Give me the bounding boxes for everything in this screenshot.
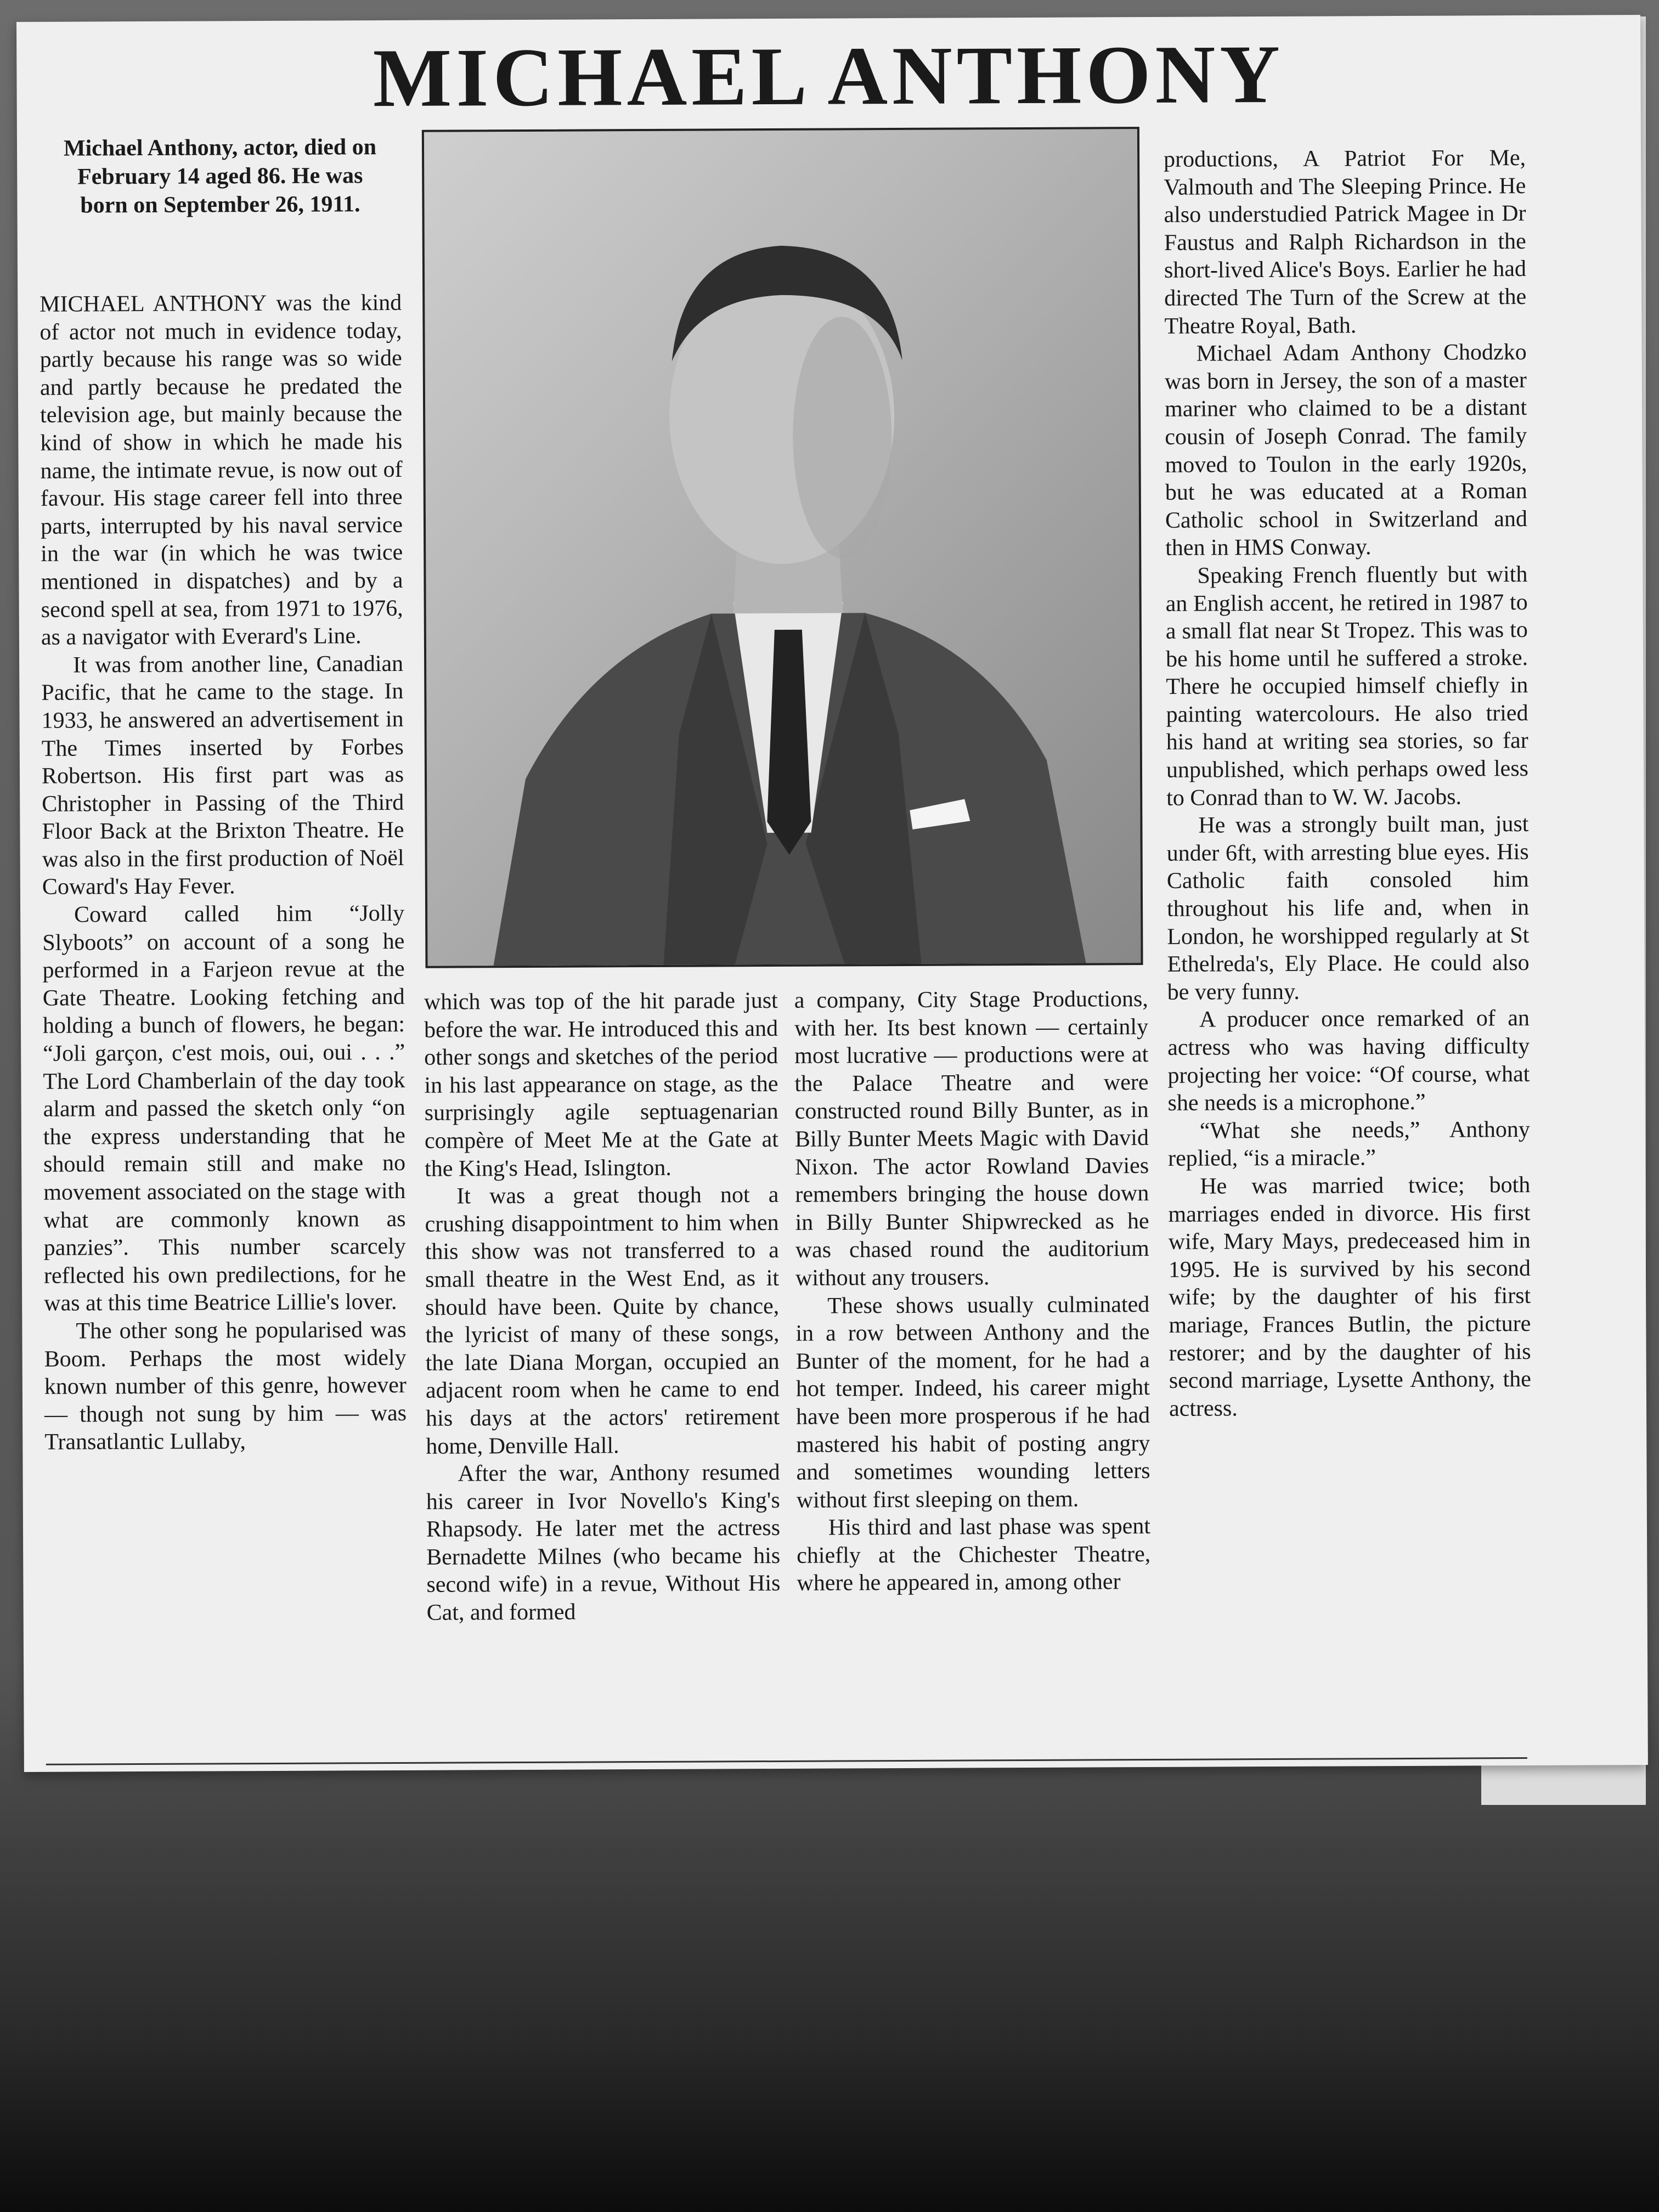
paragraph: After the war, Anthony resumed his career in Ivor Novello's King's Rhapsody. He later met the actress Bernadette Milnes (who became his second wife) in a revue, Without His Cat, and formed <box>426 1460 781 1626</box>
column-4 <box>1164 144 1531 1423</box>
paragraph: His third and last phase was spent chiefly at the Chichester Theatre, where he appeared in, among other <box>797 1514 1151 1596</box>
paragraph: “What she needs,” Anthony replied, “is a miracle.” <box>1167 1116 1530 1172</box>
paragraph: It was a great though not a crushing disappointment to him when this show was not transferred to a small theatre in the West End, as it should have been. Quite by chance, the lyricist of many of these songs, the late Diana Morgan, occupied an adjacent room when he came to end his days at the actors' retirement home, Denville Hall. <box>425 1182 780 1459</box>
portrait-photo <box>422 127 1143 968</box>
paragraph: He was married twice; both marriages ended in divorce. His first wife, Mary Mays, predeceased him in 1995. He is survived by his second wife; by the daughter of his first mariage, Frances Butlin, the picture restorer; and by the daughter of his second marriage, Lysette Anthony, the actress. <box>1168 1172 1531 1421</box>
paragraph: Speaking French fluently but with an English accent, he retired in 1987 to a small flat near St Tropez. This was to be his home until he suffered a stroke. There he occupied himself chiefly in painting watercolours. He also tried his hand at writing sea stories, so far unpublished, which perhaps owed less to Conrad than to W. W. Jacobs. <box>1165 561 1529 811</box>
paragraph: He was a strongly built man, just under 6ft, with arresting blue eyes. His Catholic faith consoled him throughout his life and, when in London, he worshipped regularly at St Ethelreda's, Ely Place. He could also be very funny. <box>1166 811 1530 1005</box>
paragraph: A producer once remarked of an actress who was having difficulty projecting her voice: “Of course, what she needs is a microphone.” <box>1167 1006 1530 1116</box>
obituary-intro: Michael Anthony, actor, died on February 14 aged 86. He was born on September 26, 1911. <box>63 134 377 218</box>
paragraph: MICHAEL ANTHONY was the kind of actor not much in evidence today, partly because his range was so wide and partly because he predated the television age, but mainly because the kind of show in which he made his name, the intimate revue, is now out of favour. His stage career fell into three parts, interrupted by his naval service in the war (in which he was twice mentioned in dispatches) and by a second spell at sea, from 1971 to 1976, as a navigator with Everard's Line. <box>40 290 403 650</box>
paragraph: a company, City Stage Productions, with her. Its best known — certainly most lucrative — productions were at the Palace Theatre and were constructed round Billy Bunter, as in Billy Bunter Meets Magic with David Nixon. The actor Rowland Davies remembers bringing the house down in Billy Bunter Shipwrecked as he was chased round the auditorium without any trousers. <box>794 986 1149 1291</box>
paragraph: The other song he popularised was Boom. Perhaps the most widely known number of this genre, however — though not sung by him — was Transatlantic Lullaby, <box>44 1317 407 1455</box>
newspaper-clipping <box>16 15 1648 1772</box>
paragraph: Michael Adam Anthony Chodzko was born in Jersey, the son of a master mariner who claimed to be a distant cousin of Joseph Conrad. The family moved to Toulon in the early 1920s, but he was educated at a Roman Catholic school in Switzerland and then in HMS Conway. <box>1164 340 1528 561</box>
paragraph: These shows usually culminated in a row between Anthony and the Bunter of the moment, for he had a hot temper. Indeed, his career might have been more prosperous if he had mastered his habit of posting angry and sometimes wounding letters without first sleeping on them. <box>795 1291 1150 1513</box>
bottom-rule <box>46 1757 1527 1765</box>
column-2 <box>424 987 781 1627</box>
headline: MICHAEL ANTHONY <box>373 27 1285 125</box>
column-3 <box>794 985 1151 1598</box>
paragraph: productions, A Patriot For Me, Valmouth and The Sleeping Prince. He also understudied Patrick Magee in Dr Faustus and Ralph Richardson in the short-lived Alice's Boys. Earlier he had directed The Turn of the Screw at the Theatre Royal, Bath. <box>1164 145 1527 339</box>
portrait-figure <box>424 129 1141 966</box>
paragraph: which was top of the hit parade just before the war. He introduced this and other songs and sketches of the period in his last appearance on stage, as the surprisingly agile septuagenarian compère of Meet Me at the Gate at the King's Head, Islington. <box>424 988 779 1182</box>
paragraph: It was from another line, Canadian Pacific, that he came to the stage. In 1933, he answered an advertisement in The Times inserted by Forbes Robertson. His first part was as Christopher in Passing of the Third Floor Back at the Brixton Theatre. He was also in the first production of Noël Coward's Hay Fever. <box>41 651 404 900</box>
paragraph: Coward called him “Jolly Slyboots” on account of a song he performed in a Farjeon revue at the Gate Theatre. Looking fetching and holding a bunch of flowers, he began: “Joli garçon, c'est mois, oui, oui . . .” The Lord Chamberlain of the day took alarm and passed the sketch only “on the express understanding that he should remain still and make no movement associated on the stage with what are commonly known as panzies”. This number scarcely reflected his own predilections, for he was at this time Beatrice Lillie's lover. <box>42 900 407 1317</box>
column-1 <box>40 289 407 1457</box>
